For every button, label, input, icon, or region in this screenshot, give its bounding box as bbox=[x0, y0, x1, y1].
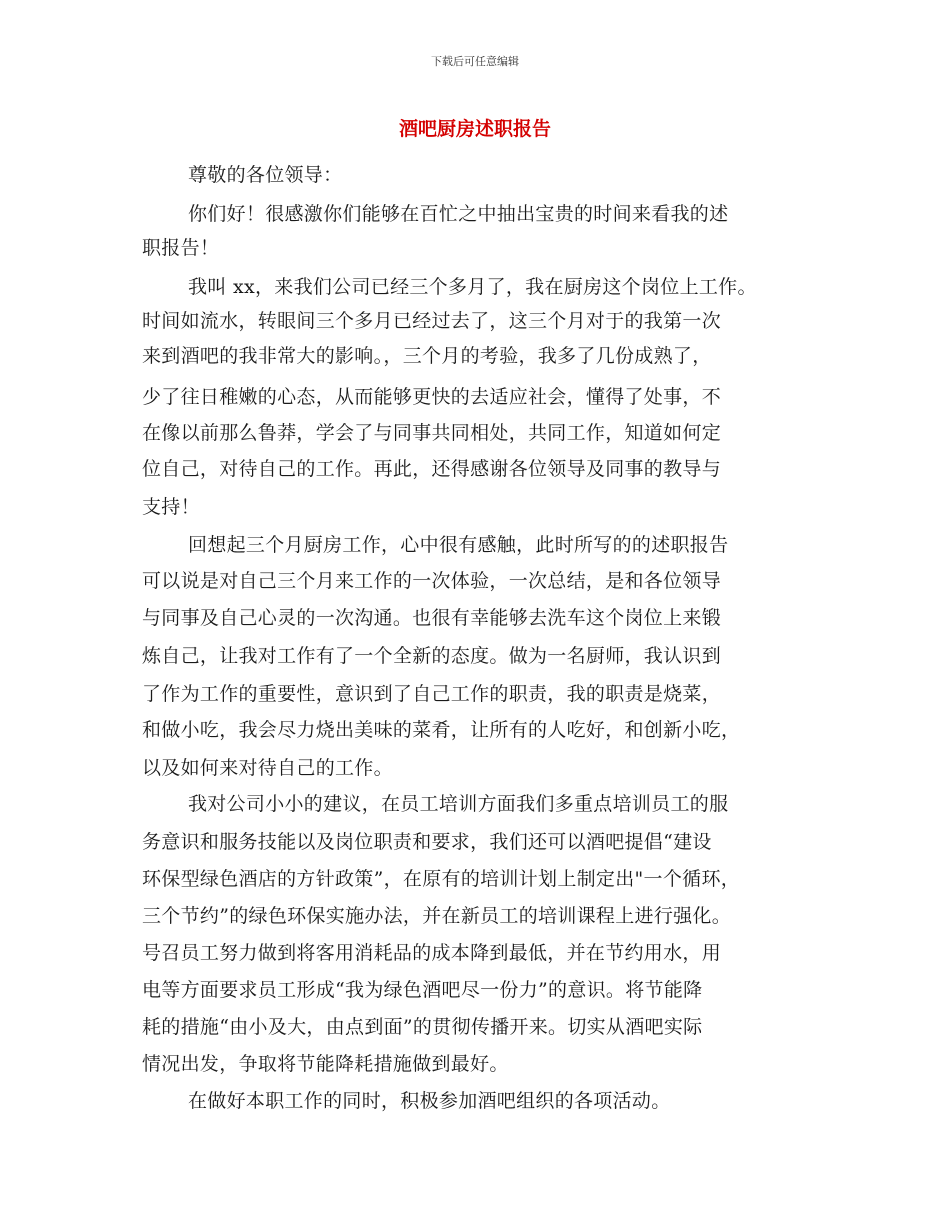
text-line: 少了往日稚嫩的心态，从而能够更快的去适应社会，懂得了处事，不 bbox=[142, 386, 722, 408]
text-line: 尊敬的各位领导： bbox=[188, 164, 343, 186]
text-line: 在像以前那么鲁莽，学会了与同事共同相处，共同工作，知道如何定 bbox=[142, 422, 722, 444]
text-line: 与同事及自己心灵的一次沟通。也很有幸能够去洗车这个岗位上来锻 bbox=[142, 607, 722, 629]
text-line: 环保型绿色酒店的方针政策”，在原有的培训计划上制定出"一个循环， bbox=[142, 868, 741, 890]
text-line: 来到酒吧的我非常大的影响。，三个月的考验，我多了几份成熟了， bbox=[142, 345, 712, 367]
text-line: 可以说是对自己三个月来工作的一次体验，一次总结，是和各位领导 bbox=[142, 570, 722, 592]
text-line: 三个节约”的绿色环保实施办法，并在新员工的培训课程上进行强化。 bbox=[142, 905, 732, 927]
text-line: 以及如何来对待自己的工作。 bbox=[142, 757, 393, 779]
text-line: 你们好！很感激你们能够在百忙之中抽出宝贵的时间来看我的述 bbox=[188, 203, 729, 225]
text-line: 我叫 xx，来我们公司已经三个多月了，我在厨房这个岗位上工作。 bbox=[188, 276, 757, 298]
text-line: 位自己，对待自己的工作。再此，还得感谢各位领导及同事的教导与 bbox=[142, 458, 722, 480]
text-line: 了作为工作的重要性，意识到了自己工作的职责，我的职责是烧菜， bbox=[142, 683, 722, 705]
text-line: 支持！ bbox=[142, 496, 200, 518]
header-note: 下载后可任意编辑 bbox=[431, 55, 519, 68]
text-line: 炼自己，让我对工作有了一个全新的态度。做为一名厨师，我认识到 bbox=[142, 645, 722, 667]
document-title: 酒吧厨房述职报告 bbox=[398, 118, 551, 140]
text-line: 时间如流水，转眼间三个多月已经过去了，这三个月对于的我第一次 bbox=[142, 310, 722, 332]
text-line: 在做好本职工作的同时，积极参加酒吧组织的各项活动。 bbox=[188, 1090, 671, 1112]
text-line: 我对公司小小的建议，在员工培训方面我们多重点培训员工的服 bbox=[188, 793, 729, 815]
text-line: 和做小吃，我会尽力烧出美味的菜肴，让所有的人吃好，和创新小吃， bbox=[142, 719, 741, 741]
text-line: 职报告！ bbox=[142, 237, 220, 259]
text-line: 回想起三个月厨房工作，心中很有感触，此时所写的的述职报告 bbox=[188, 534, 729, 556]
text-line: 号召员工努力做到将客用消耗品的成本降到最低，并在节约用水，用 bbox=[142, 942, 722, 964]
text-line: 耗的措施“由小及大，由点到面”的贯彻传播开来。切实从酒吧实际 bbox=[142, 1016, 703, 1038]
text-line: 务意识和服务技能以及岗位职责和要求，我们还可以酒吧提倡“建设 bbox=[142, 831, 712, 853]
text-line: 电等方面要求员工形成“我为绿色酒吧尽一份力”的意识。将节能降 bbox=[142, 979, 703, 1001]
text-line: 情况出发，争取将节能降耗措施做到最好。 bbox=[142, 1053, 509, 1075]
